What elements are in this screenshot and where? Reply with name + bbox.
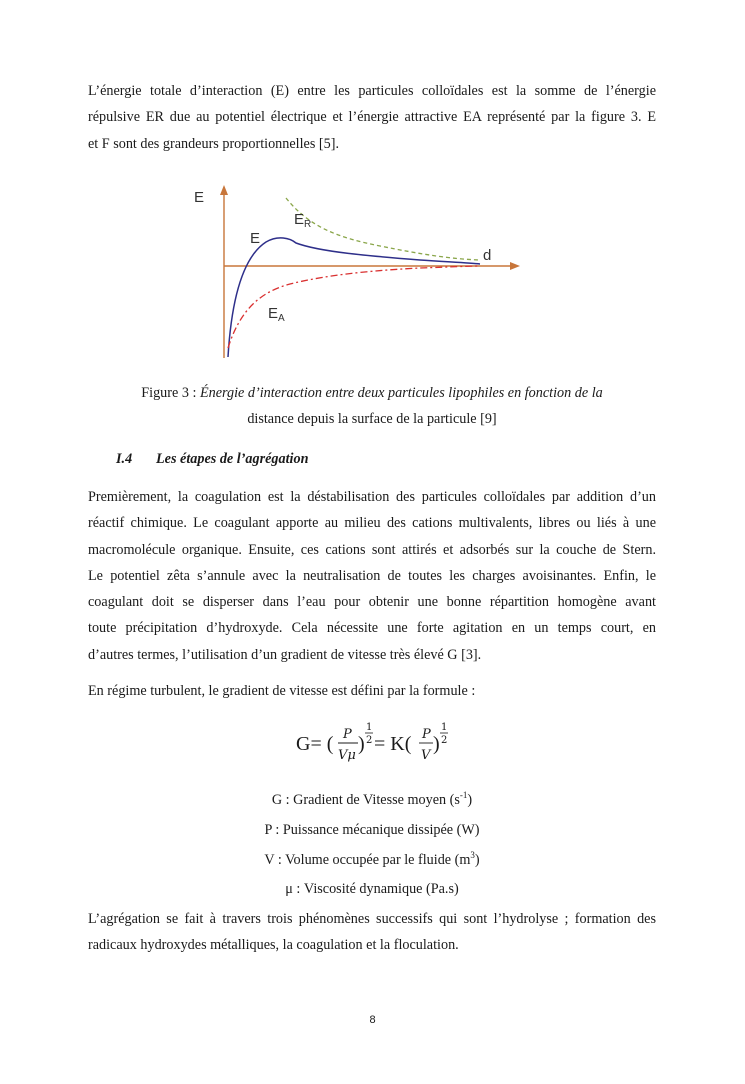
- definition-p: P : Puissance mécanique dissipée (W): [264, 822, 480, 838]
- curve-er: [286, 198, 480, 260]
- paragraph-line: Premièrement, la coagulation est la déstabilisation des particules colloïdales par addition d’un: [88, 489, 656, 505]
- paragraph-line: En régime turbulent, le gradient de vitesse est défini par la formule :: [88, 683, 476, 699]
- x-axis-label: d: [483, 247, 492, 264]
- curve-ea-label: $E_A$: [268, 305, 285, 324]
- definition-g-text: G : Gradient de Vitesse moyen (s: [271, 792, 460, 808]
- formula-den1: Vμ: [338, 748, 356, 763]
- formula-intro: [88, 678, 656, 704]
- paragraph-line: d’autres termes, l’utilisation d’un gradient de vitesse très élevé G [3].: [88, 646, 482, 663]
- definition-v-sup: 3: [470, 850, 475, 860]
- formula-num1: P: [343, 727, 352, 742]
- definition-g-sup: -1: [459, 790, 468, 800]
- definition-g-end: ): [467, 792, 473, 808]
- figure-caption-line1: [88, 380, 656, 406]
- figure-caption-line2: distance depuis la surface de la particule [9]: [247, 411, 497, 427]
- formula-close1: ): [358, 733, 365, 755]
- definition-mu: μ : Viscosité dynamique (Pa.s): [285, 881, 459, 897]
- paragraph-line: radicaux hydroxydes métalliques, la coagulation et la floculation.: [88, 937, 459, 954]
- y-axis-label: E: [194, 189, 205, 206]
- curve-ea-subscript: A: [278, 313, 285, 324]
- intro-line: L’énergie totale d’interaction (E) entre les particules colloïdales est la somme de l’énergie: [88, 83, 656, 99]
- formula-eq2: = K(: [374, 733, 412, 755]
- formula-exp-den1: 2: [366, 735, 373, 746]
- paragraph-line: coagulant doit se disperser dans l’eau pour obtenir une bonne répartition homogène avant: [88, 594, 656, 611]
- definition-v-text: V : Volume occupée par le fluide (m: [264, 852, 471, 868]
- formula-exp-num2: 1: [441, 722, 448, 733]
- curve-ea: [228, 266, 480, 348]
- caption-prefix: Figure 3 :: [141, 385, 200, 401]
- curve-er-subscript: R: [304, 219, 312, 230]
- paragraph-line: macromolécule organique. Ensuite, ces cations sont attirés et adsorbés sur la couche de Stern.: [88, 541, 656, 558]
- velocity-gradient-formula: [296, 718, 476, 770]
- paragraph-line: réactif chimique. Le coagulant apporte au milieu des cations multivalents, libres ou liés à une: [88, 515, 656, 532]
- definition-g: [88, 790, 656, 810]
- section-number: I.4: [116, 451, 133, 467]
- definition-v-end: ): [474, 852, 480, 868]
- paragraph-line: Le potentiel zêta s’annule avec la neutralisation de toutes les charges avoisinantes. Enfin, le: [88, 567, 656, 584]
- curve-e-label: E: [250, 230, 261, 247]
- section-heading: [116, 446, 309, 472]
- page-number: 8: [369, 1014, 376, 1026]
- paragraph-line: L’agrégation se fait à travers trois phénomènes successifs qui sont l’hydrolyse ; formation des: [88, 911, 656, 927]
- aggregation-paragraph: [88, 906, 656, 959]
- y-axis-arrow: [220, 185, 228, 195]
- intro-line: et F sont des grandeurs proportionnelles [5].: [88, 135, 339, 152]
- formula-lhs: G= (: [296, 733, 334, 755]
- intro-paragraph: [88, 78, 656, 157]
- formula-exp-den2: 2: [441, 735, 448, 746]
- formula-num2: P: [422, 727, 431, 742]
- x-axis-arrow: [510, 262, 520, 270]
- caption-italic: Énergie d’interaction entre deux particules lipophiles en fonction de la: [199, 385, 603, 401]
- formula-close2: ): [433, 733, 440, 755]
- formula-den2: V: [421, 748, 431, 763]
- definition-v: [88, 850, 656, 870]
- curve-e: [228, 238, 480, 357]
- intro-line: répulsive ER due au potentiel électrique et l’énergie attractive EA représenté par la figure 3. E: [88, 109, 656, 126]
- formula-exp-num1: 1: [366, 722, 373, 733]
- paragraph-line: toute précipitation d’hydroxyde. Cela nécessite une forte agitation en un temps court, en: [88, 620, 656, 637]
- curve-er-label: $E_R$: [294, 211, 312, 230]
- coagulation-paragraph: [88, 484, 656, 668]
- section-title: Les étapes de l’agrégation: [156, 451, 309, 467]
- energy-interaction-figure: [180, 180, 525, 365]
